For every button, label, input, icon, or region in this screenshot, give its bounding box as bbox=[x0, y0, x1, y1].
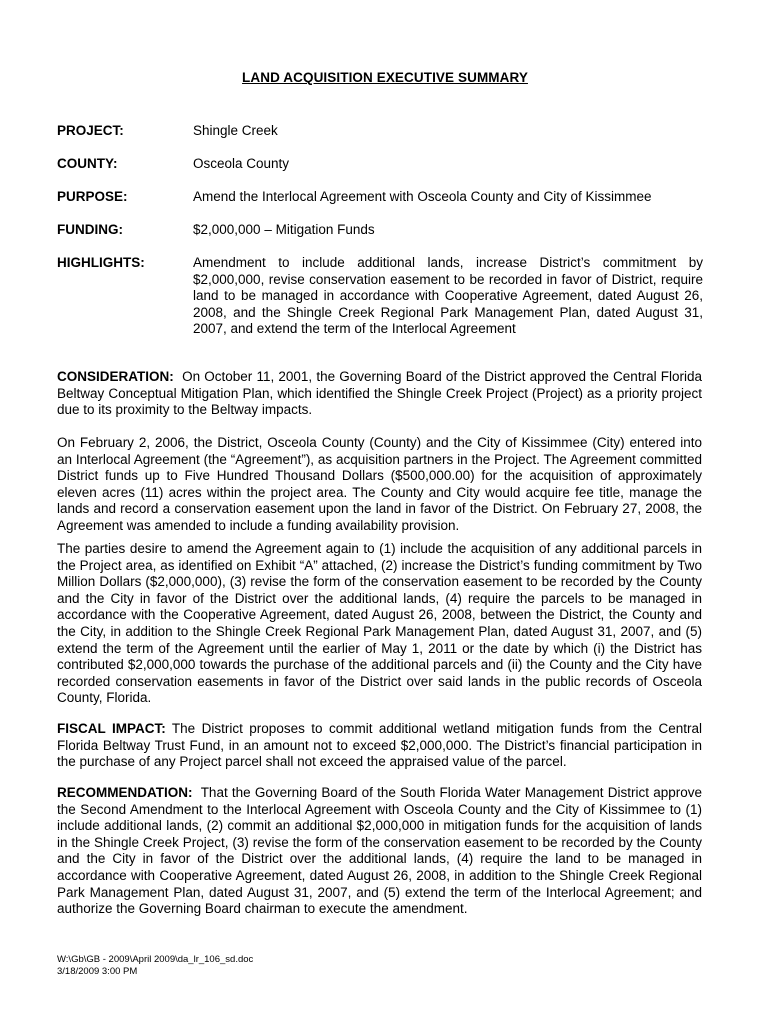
county-label: COUNTY: bbox=[57, 156, 118, 171]
purpose-value: Amend the Interlocal Agreement with Osceola County and City of Kissimmee bbox=[193, 189, 652, 204]
fiscal-impact-paragraph bbox=[57, 721, 702, 771]
fiscal-impact-text: The District proposes to commit additional wetland mitigation funds from the Central Florida Beltway Trust Fund, in an amount not to exceed $2,000,000. The District’s financial participation in the purchase of any Project parcel shall not exceed the appraised value of the parcel. bbox=[57, 721, 702, 770]
consideration-heading: CONSIDERATION: bbox=[57, 369, 174, 384]
funding-value: $2,000,000 – Mitigation Funds bbox=[193, 222, 375, 237]
recommendation-text: That the Governing Board of the South Florida Water Management District approve the Second Amendment to the Interlocal Agreement with Osceola County and the City of Kissimmee to (1) include additional lands, (2) commit an additional $2,000,000 in mitigation funds for the acquisition of lands in the Shingle Creek Project, (3) revise the form of the conservation easement to be recorded by the County and the City in favor of the District over the additional lands, (4) require the land to be managed in accordance with Cooperative Agreement, dated August 26, 2008, in addition to the Shingle Creek Regional Park Management Plan, dated August 31, 2007, and (5) extend the term of the Interlocal Agreement; and authorize the Governing Board chairman to execute the amendment. bbox=[57, 785, 702, 917]
fiscal-impact-heading: FISCAL IMPACT: bbox=[57, 721, 166, 736]
footer-timestamp: 3/18/2009 3:00 PM bbox=[57, 966, 138, 977]
document-title: LAND ACQUISITION EXECUTIVE SUMMARY bbox=[242, 70, 528, 85]
project-value: Shingle Creek bbox=[193, 123, 278, 138]
footer bbox=[57, 954, 253, 978]
recommendation-heading: RECOMMENDATION: bbox=[57, 785, 193, 800]
consideration-paragraph bbox=[57, 369, 702, 419]
funding-label: FUNDING: bbox=[57, 222, 123, 237]
footer-file-path: W:\Gb\GB - 2009\April 2009\da_lr_106_sd.doc bbox=[57, 954, 254, 965]
consideration-text: On October 11, 2001, the Governing Board of the District approved the Central Florida Beltway Conceptual Mitigation Plan, which identified the Shingle Creek Project (Project) as a priority project due to its proximity to the Beltway impacts. bbox=[57, 369, 702, 418]
purpose-label: PURPOSE: bbox=[57, 189, 128, 204]
recommendation-paragraph bbox=[57, 785, 702, 918]
project-label: PROJECT: bbox=[57, 123, 124, 138]
highlights-label: HIGHLIGHTS: bbox=[57, 255, 145, 270]
highlights-value: Amendment to include additional lands, increase District’s commitment by $2,000,000, revise conservation easement to be recorded in favor of District, require land to be managed in accordance with Cooperative Agreement, dated August 26, 2008, and the Shingle Creek Regional Park Management Plan, dated August 31, 2007, and extend the term of the Interlocal Agreement bbox=[193, 255, 703, 337]
amendment-paragraph: The parties desire to amend the Agreement again to (1) include the acquisition of any additional parcels in the Project area, as identified on Exhibit “A” attached, (2) increase the District’s funding commitment by Two Million Dollars ($2,000,000), (3) revise the form of the conservation easement to be recorded by the County and the City in favor of the District over the additional lands, (4) require the parcels to be managed in accordance with the Cooperative Agreement, dated August 26, 2008, between the District, the County and the City, in addition to the Shingle Creek Regional Park Management Plan, dated August 31, 2007, and (5) extend the term of the Agreement until the earlier of May 1, 2011 or the date by which (i) the District has contributed $2,000,000 towards the purchase of the additional parcels and (ii) the County and the City have recorded conservation easements in favor of the District over said lands in the public records of Osceola County, Florida. bbox=[57, 541, 702, 706]
county-value: Osceola County bbox=[193, 156, 290, 171]
agreement-paragraph: On February 2, 2006, the District, Osceola County (County) and the City of Kissimmee (City) entered into an Interlocal Agreement (the “Agreement”), as acquisition partners in the Project. The Agreement committed District funds up to Five Hundred Thousand Dollars ($500,000.00) for the acquisition of approximately eleven acres (11) acres within the project area. The County and City would acquire fee title, manage the lands and record a conservation easement upon the land in favor of the District. On February 27, 2008, the Agreement was amended to include a funding availability provision. bbox=[57, 435, 702, 533]
